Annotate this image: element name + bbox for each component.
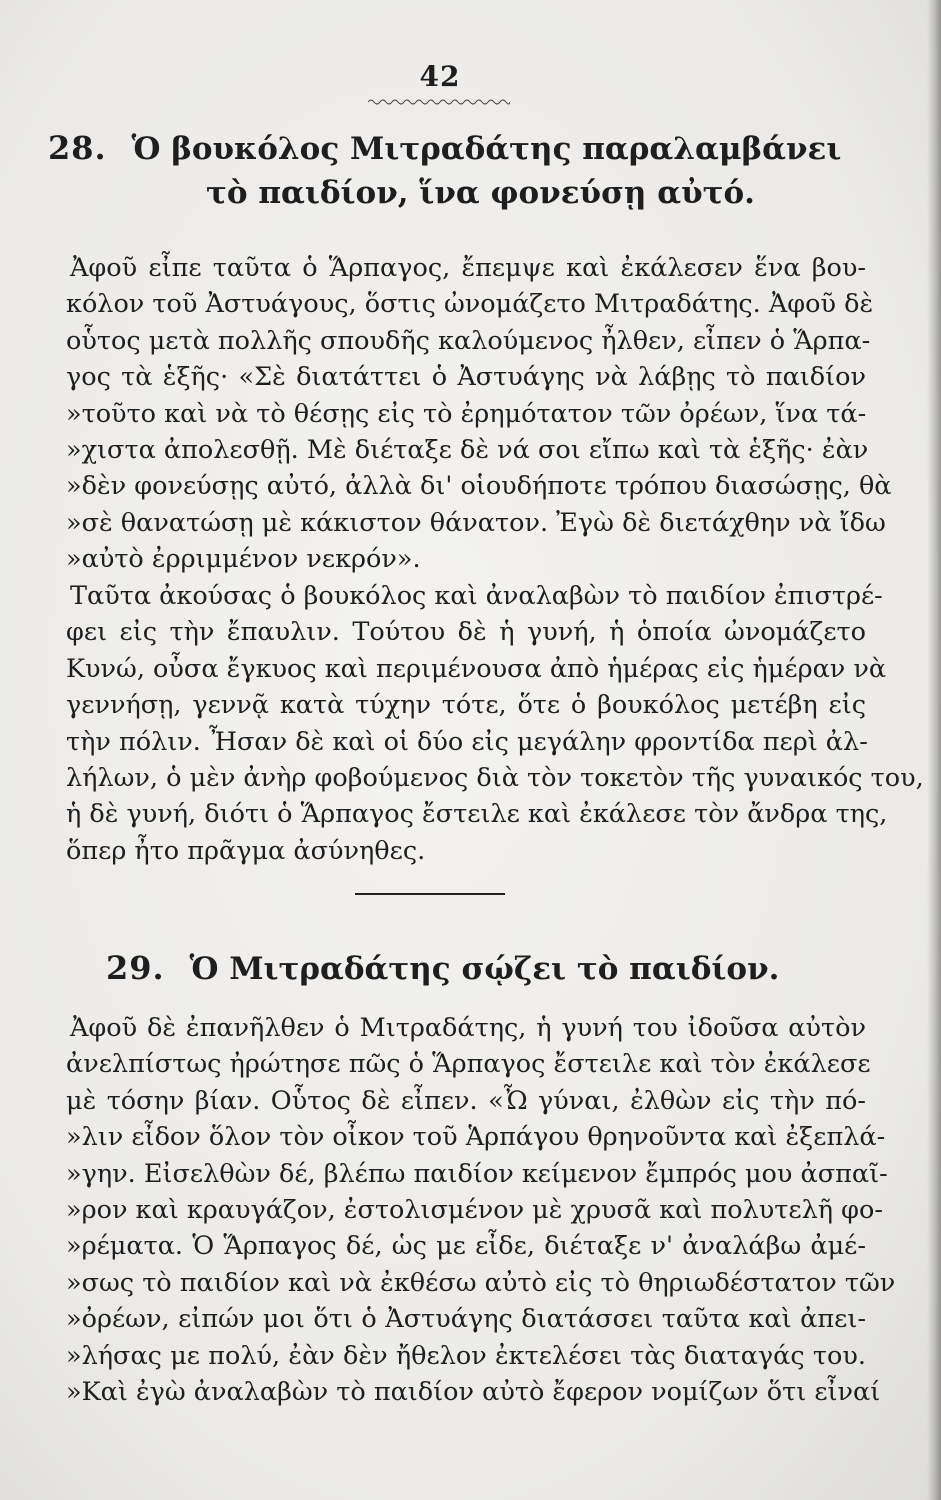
text-line: »Καὶ ἐγὼ ἀναλαβὼν τὸ παιδίον αὐτὸ ἔφερον νομίζων ὅτι εἶναί: [66, 1376, 881, 1407]
text-line: »σως τὸ παιδίον καὶ νὰ ἐκθέσω αὐτὸ εἰς τὸ θηριωδέστατον τῶν: [66, 1267, 896, 1298]
paragraph-2: [66, 578, 924, 869]
section-28-title-line1: Ὁ βουκόλος Μιτραδάτης παραλαμβάνει: [131, 131, 842, 167]
text-line: »δὲν φονεύσῃς αὐτό, ἀλλὰ δι' οἱουδήποτε τρόπου διασώσῃς, θὰ: [66, 471, 892, 502]
text-line: οὗτος μετὰ πολλῆς σπουδῆς καλούμενος ἦλθεν, εἶπεν ὁ Ἅρπα-: [66, 325, 871, 356]
section-29-title: Ὁ Μιτραδάτης σῴζει τὸ παιδίον.: [189, 951, 780, 987]
decorative-wavy-rule: [368, 98, 510, 106]
text-line: »σὲ θανατώσῃ μὲ κάκιστον θάνατον. Ἐγὼ δὲ διετάχθην νὰ ἴδω: [66, 507, 886, 538]
text-line: κόλον τοῦ Ἀστυάγους, ὅστις ὠνομάζετο Μιτραδάτης. Ἀφοῦ δὲ: [66, 289, 874, 320]
text-line: »ὀρέων, εἰπών μοι ὅτι ὁ Ἀστυάγης διατάσσει ταῦτα καὶ ἀπει-: [66, 1304, 866, 1335]
paragraph-3: [66, 1010, 896, 1410]
section-28-title-line2: τὸ παιδίον, ἵνα φονεύσῃ αὐτό.: [206, 175, 755, 211]
text-line: γεννήσῃ, γεννᾷ κατὰ τύχην τότε, ὅτε ὁ βουκόλος μετέβη εἰς: [66, 690, 866, 721]
text-line: »τοῦτο καὶ νὰ τὸ θέσῃς εἰς τὸ ἐρημότατον τῶν ὀρέων, ἵνα τά-: [66, 398, 867, 429]
text-line: τὴν πόλιν. Ἦσαν δὲ καὶ οἱ δύο εἰς μεγάλην φροντίδα περὶ ἀλ-: [66, 726, 868, 757]
text-line: Ἀφοῦ εἶπε ταῦτα ὁ Ἅρπαγος, ἔπεμψε καὶ ἐκάλεσεν ἕνα βου-: [70, 253, 866, 283]
text-line: λήλων, ὁ μὲν ἀνὴρ φοβούμενος διὰ τὸν τοκετὸν τῆς γυναικός του,: [66, 762, 924, 793]
text-line: γος τὰ ἑξῆς· «Σὲ διατάττει ὁ Ἀστυάγης νὰ λάβῃς τὸ παιδίον: [66, 362, 866, 393]
section-29-heading: [106, 948, 779, 989]
text-line: μὲ τόσην βίαν. Οὗτος δὲ εἶπεν. «Ὦ γύναι, ἐλθὼν εἰς τὴν πό-: [66, 1085, 866, 1116]
section-28-heading: [48, 128, 868, 169]
text-line: Ταῦτα ἀκούσας ὁ βουκόλος καὶ ἀναλαβὼν τὸ παιδίον ἐπιστρέ-: [70, 581, 883, 611]
text-line: ἡ δὲ γυνή, διότι ὁ Ἅρπαγος ἔστειλε καὶ ἐκάλεσε τὸν ἄνδρα της,: [66, 799, 888, 830]
section-28-heading-line2: [206, 173, 755, 213]
section-divider: [355, 893, 505, 895]
text-line: »λιν εἶδον ὅλον τὸν οἶκον τοῦ Ἁρπάγου θρηνοῦντα καὶ ἐξεπλά-: [66, 1122, 886, 1153]
text-line: φει εἰς τὴν ἔπαυλιν. Τούτου δὲ ἡ γυνή, ἡ ὁποία ὠνομάζετο: [66, 617, 866, 648]
text-line: »αὐτὸ ἐρριμμένον νεκρόν».: [66, 544, 421, 575]
text-line: »χιστα ἀπολεσθῇ. Μὲ διέταξε δὲ νά σοι εἴπω καὶ τὰ ἑξῆς· ἐὰν: [66, 434, 869, 465]
text-line: »ρέματα. Ὁ Ἅρπαγος δέ, ὡς με εἶδε, διέταξε ν' ἀναλάβω ἀμέ-: [66, 1231, 866, 1262]
text-line: »λήσας με πολύ, ἐὰν δὲν ἤθελον ἐκτελέσει τὰς διαταγάς του.: [66, 1340, 866, 1371]
text-line: ὅπερ ἦτο πρᾶγμα ἀσύνηθες.: [66, 835, 426, 866]
page-number: 42: [419, 60, 461, 93]
section-29-number: 29.: [106, 949, 165, 987]
text-line: Κυνώ, οὖσα ἔγκυος καὶ περιμένουσα ἀπὸ ἡμέρας εἰς ἡμέραν νὰ: [66, 653, 887, 684]
page-edge-shadow: [927, 0, 941, 1500]
text-line: »ρον καὶ κραυγάζον, ἐστολισμένον μὲ χρυσᾶ καὶ πολυτελῆ φο-: [66, 1194, 883, 1225]
text-line: »γην. Εἰσελθὼν δέ, βλέπω παιδίον κείμενον ἔμπρός μου ἀσπαῖ-: [66, 1158, 888, 1189]
text-line: ἀνελπίστως ἠρώτησε πῶς ὁ Ἅρπαγος ἔστειλε καὶ τὸν ἐκάλεσε: [66, 1049, 871, 1080]
section-28-number: 28.: [48, 129, 107, 167]
paragraph-1: [66, 250, 892, 578]
text-line: Ἀφοῦ δὲ ἐπανῆλθεν ὁ Μιτραδάτης, ἡ γυνή του ἰδοῦσα αὐτὸν: [70, 1013, 866, 1043]
